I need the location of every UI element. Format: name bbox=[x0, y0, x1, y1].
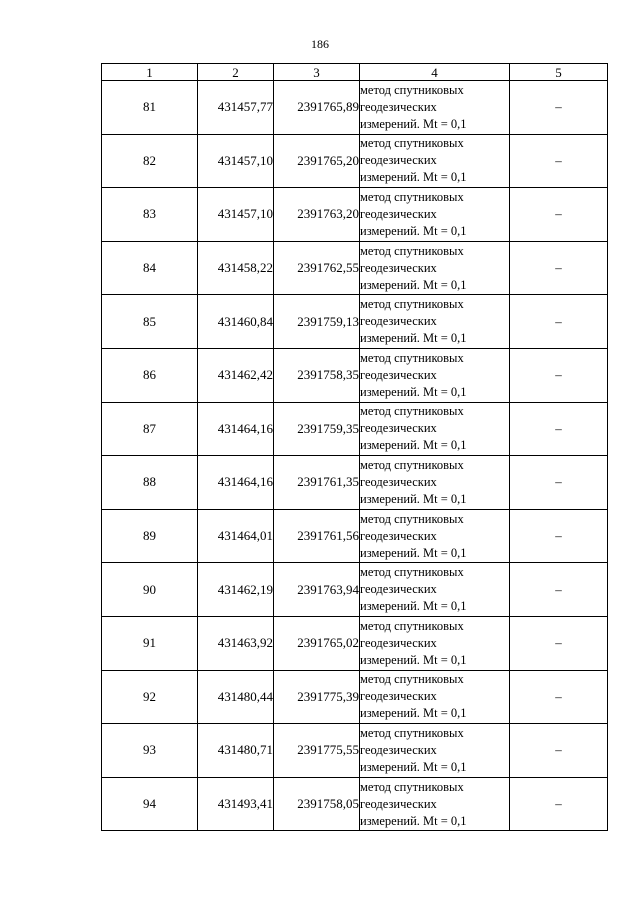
method-line: метод спутниковых bbox=[360, 404, 464, 419]
method-description bbox=[360, 563, 510, 617]
method-line: геодезических bbox=[360, 796, 437, 811]
col5-value: – bbox=[510, 456, 608, 510]
method-line: геодезических bbox=[360, 260, 437, 275]
method-line: измерений. Mt = 0,1 bbox=[360, 170, 467, 185]
method-line: геодезических bbox=[360, 367, 437, 382]
col5-value: – bbox=[510, 241, 608, 295]
method-line: метод спутниковых bbox=[360, 82, 464, 97]
method-line: геодезических bbox=[360, 582, 437, 597]
coord-x: 431457,10 bbox=[198, 134, 274, 188]
method-description bbox=[360, 241, 510, 295]
point-number: 89 bbox=[102, 509, 198, 563]
coord-y: 2391763,20 bbox=[274, 188, 360, 242]
coord-x: 431460,84 bbox=[198, 295, 274, 349]
method-line: измерений. Mt = 0,1 bbox=[360, 813, 467, 828]
method-description bbox=[360, 509, 510, 563]
table-row bbox=[102, 134, 608, 188]
col5-value: – bbox=[510, 509, 608, 563]
method-line: геодезических bbox=[360, 474, 437, 489]
coord-y: 2391775,39 bbox=[274, 670, 360, 724]
method-line: метод спутниковых bbox=[360, 725, 464, 740]
method-line: геодезических bbox=[360, 206, 437, 221]
method-description bbox=[360, 616, 510, 670]
coord-y: 2391759,13 bbox=[274, 295, 360, 349]
coord-y: 2391765,02 bbox=[274, 616, 360, 670]
method-line: геодезических bbox=[360, 528, 437, 543]
header-col-1: 1 bbox=[102, 64, 198, 81]
method-line: метод спутниковых bbox=[360, 511, 464, 526]
method-line: метод спутниковых bbox=[360, 457, 464, 472]
method-line: метод спутниковых bbox=[360, 136, 464, 151]
col5-value: – bbox=[510, 188, 608, 242]
coord-x: 431463,92 bbox=[198, 616, 274, 670]
method-line: измерений. Mt = 0,1 bbox=[360, 438, 467, 453]
table-header bbox=[102, 64, 608, 81]
coord-x: 431458,22 bbox=[198, 241, 274, 295]
method-description bbox=[360, 188, 510, 242]
col5-value: – bbox=[510, 724, 608, 778]
method-line: геодезических bbox=[360, 99, 437, 114]
method-line: метод спутниковых bbox=[360, 189, 464, 204]
point-number: 91 bbox=[102, 616, 198, 670]
point-number: 87 bbox=[102, 402, 198, 456]
coord-x: 431457,10 bbox=[198, 188, 274, 242]
coord-x: 431457,77 bbox=[198, 81, 274, 135]
coord-x: 431493,41 bbox=[198, 777, 274, 831]
method-description bbox=[360, 777, 510, 831]
method-description bbox=[360, 724, 510, 778]
method-description bbox=[360, 295, 510, 349]
col5-value: – bbox=[510, 670, 608, 724]
method-line: геодезических bbox=[360, 314, 437, 329]
method-description bbox=[360, 134, 510, 188]
col5-value: – bbox=[510, 134, 608, 188]
point-number: 88 bbox=[102, 456, 198, 510]
table-row bbox=[102, 348, 608, 402]
coord-x: 431480,71 bbox=[198, 724, 274, 778]
method-line: метод спутниковых bbox=[360, 672, 464, 687]
method-line: метод спутниковых bbox=[360, 297, 464, 312]
header-col-2: 2 bbox=[198, 64, 274, 81]
method-line: измерений. Mt = 0,1 bbox=[360, 116, 467, 131]
coord-x: 431464,16 bbox=[198, 456, 274, 510]
col5-value: – bbox=[510, 348, 608, 402]
coord-y: 2391765,20 bbox=[274, 134, 360, 188]
coord-y: 2391761,56 bbox=[274, 509, 360, 563]
method-line: измерений. Mt = 0,1 bbox=[360, 706, 467, 721]
coord-x: 431462,19 bbox=[198, 563, 274, 617]
point-number: 83 bbox=[102, 188, 198, 242]
method-line: измерений. Mt = 0,1 bbox=[360, 223, 467, 238]
table-row bbox=[102, 509, 608, 563]
coord-y: 2391758,35 bbox=[274, 348, 360, 402]
coord-x: 431464,01 bbox=[198, 509, 274, 563]
page-number: 186 bbox=[311, 37, 329, 51]
method-line: геодезических bbox=[360, 635, 437, 650]
header-col-3: 3 bbox=[274, 64, 360, 81]
method-line: геодезических bbox=[360, 689, 437, 704]
point-number: 92 bbox=[102, 670, 198, 724]
point-number: 85 bbox=[102, 295, 198, 349]
coord-y: 2391775,55 bbox=[274, 724, 360, 778]
method-line: измерений. Mt = 0,1 bbox=[360, 277, 467, 292]
point-number: 86 bbox=[102, 348, 198, 402]
method-line: измерений. Mt = 0,1 bbox=[360, 759, 467, 774]
col5-value: – bbox=[510, 777, 608, 831]
coord-y: 2391761,35 bbox=[274, 456, 360, 510]
method-line: измерений. Mt = 0,1 bbox=[360, 599, 467, 614]
coord-x: 431462,42 bbox=[198, 348, 274, 402]
coord-y: 2391762,55 bbox=[274, 241, 360, 295]
table-row bbox=[102, 616, 608, 670]
point-number: 93 bbox=[102, 724, 198, 778]
col5-value: – bbox=[510, 295, 608, 349]
method-line: геодезических bbox=[360, 421, 437, 436]
method-description bbox=[360, 81, 510, 135]
point-number: 81 bbox=[102, 81, 198, 135]
header-col-5: 5 bbox=[510, 64, 608, 81]
point-number: 90 bbox=[102, 563, 198, 617]
method-line: измерений. Mt = 0,1 bbox=[360, 491, 467, 506]
col5-value: – bbox=[510, 563, 608, 617]
table-body bbox=[102, 81, 608, 831]
method-line: метод спутниковых bbox=[360, 779, 464, 794]
header-col-4: 4 bbox=[360, 64, 510, 81]
table-row bbox=[102, 188, 608, 242]
table-row bbox=[102, 81, 608, 135]
method-line: метод спутниковых bbox=[360, 243, 464, 258]
method-line: метод спутниковых bbox=[360, 565, 464, 580]
table-row bbox=[102, 724, 608, 778]
table-row bbox=[102, 295, 608, 349]
table-row bbox=[102, 563, 608, 617]
coord-y: 2391758,05 bbox=[274, 777, 360, 831]
point-number: 94 bbox=[102, 777, 198, 831]
method-description bbox=[360, 402, 510, 456]
coord-y: 2391765,89 bbox=[274, 81, 360, 135]
table-row bbox=[102, 670, 608, 724]
point-number: 82 bbox=[102, 134, 198, 188]
method-line: геодезических bbox=[360, 153, 437, 168]
table-row bbox=[102, 777, 608, 831]
table-row bbox=[102, 402, 608, 456]
coord-x: 431480,44 bbox=[198, 670, 274, 724]
col5-value: – bbox=[510, 402, 608, 456]
method-line: геодезических bbox=[360, 742, 437, 757]
method-description bbox=[360, 456, 510, 510]
table-row bbox=[102, 456, 608, 510]
header-row bbox=[102, 64, 608, 81]
col5-value: – bbox=[510, 81, 608, 135]
method-description bbox=[360, 670, 510, 724]
method-line: измерений. Mt = 0,1 bbox=[360, 384, 467, 399]
coord-y: 2391759,35 bbox=[274, 402, 360, 456]
coordinates-table bbox=[101, 63, 608, 831]
coord-x: 431464,16 bbox=[198, 402, 274, 456]
table-row bbox=[102, 241, 608, 295]
method-line: метод спутниковых bbox=[360, 350, 464, 365]
col5-value: – bbox=[510, 616, 608, 670]
method-line: измерений. Mt = 0,1 bbox=[360, 652, 467, 667]
coord-y: 2391763,94 bbox=[274, 563, 360, 617]
method-description bbox=[360, 348, 510, 402]
method-line: метод спутниковых bbox=[360, 618, 464, 633]
point-number: 84 bbox=[102, 241, 198, 295]
method-line: измерений. Mt = 0,1 bbox=[360, 331, 467, 346]
method-line: измерений. Mt = 0,1 bbox=[360, 545, 467, 560]
